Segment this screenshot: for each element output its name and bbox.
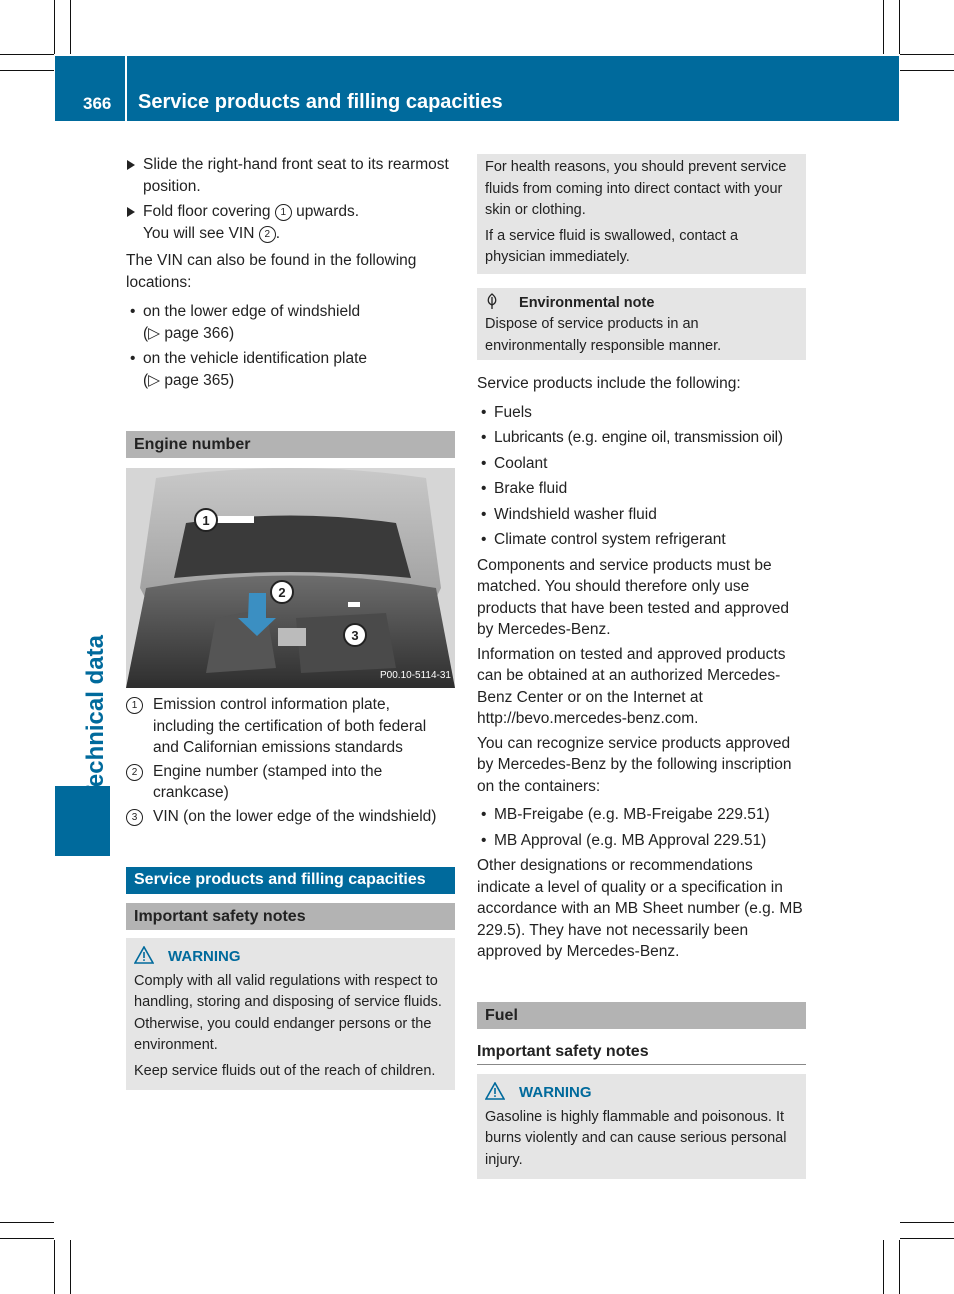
crop-mark — [70, 1240, 71, 1294]
step-text: Slide the right-hand front seat to its rearmost position. — [143, 156, 449, 195]
crop-mark — [0, 1222, 54, 1223]
crop-mark — [0, 70, 54, 71]
page-title: Service products and filling capacities — [138, 91, 503, 113]
health-warning-box — [477, 154, 806, 274]
products-list — [477, 402, 806, 551]
legend-text: Engine number (stamped into the crankcase) — [153, 762, 383, 801]
chapter-label: Technical data — [82, 635, 109, 800]
step-text: Fold floor covering — [143, 203, 271, 220]
environmental-note-title: Environmental note — [519, 294, 655, 311]
svg-text:2: 2 — [278, 585, 286, 600]
page-reference: (▷ page 366) — [143, 324, 235, 342]
environmental-note-box — [477, 288, 806, 361]
list-item-text: on the vehicle identification plate — [143, 350, 368, 367]
products-intro: Service products include the following: — [477, 375, 741, 392]
fuel-safety-heading: Important safety notes — [477, 1041, 806, 1066]
crop-mark — [899, 0, 900, 54]
page-reference: (▷ page 365) — [143, 371, 235, 389]
legend-item — [126, 761, 455, 804]
page-number: 366 — [83, 94, 112, 113]
list-item: • MB Approval (e.g. MB Approval 229.51) — [477, 830, 806, 852]
right-column — [477, 154, 806, 1179]
svg-text:1: 1 — [202, 513, 210, 528]
vin-intro: The VIN can also be found in the following locations: — [126, 252, 417, 291]
callout-1-icon: 1 — [126, 697, 143, 714]
page-header — [55, 56, 899, 121]
legend-item — [126, 694, 455, 759]
warning-text: Keep service fluids out of the reach of children. — [134, 1062, 436, 1079]
crop-mark — [0, 54, 54, 55]
crop-mark — [0, 1238, 54, 1239]
list-item: • MB-Freigabe (e.g. MB-Freigabe 229.51) — [477, 804, 806, 826]
list-item: • Coolant — [477, 453, 806, 475]
legend-text: VIN (on the lower edge of the windshield) — [153, 807, 437, 825]
crop-mark — [900, 1222, 954, 1223]
engine-bay-illustration — [126, 468, 455, 688]
callout-1-icon: 1 — [275, 204, 292, 221]
list-item: • Windshield washer fluid — [477, 504, 806, 526]
warning-triangle-icon — [485, 1082, 505, 1100]
instruction-step: Fold floor covering 1 upwards. You will see VIN 2 . — [126, 201, 455, 244]
environmental-note-text: Dispose of service products in an environmentally responsible manner. — [485, 316, 722, 354]
legend-item — [126, 806, 455, 828]
crop-mark — [70, 0, 71, 54]
fuel-heading: Fuel — [477, 1002, 806, 1029]
instruction-step — [126, 154, 455, 197]
warning-label: WARNING — [519, 1084, 592, 1101]
legend-text: Emission control information plate, including the certification of both federal and Californian emissions standards — [153, 696, 427, 756]
callout-2-icon: 2 — [126, 764, 143, 781]
list-item: • Climate control system refrigerant — [477, 529, 806, 551]
fuel-warning-box — [477, 1074, 806, 1179]
crop-mark — [900, 54, 954, 55]
image-code: P00.10-5114-31 — [380, 669, 451, 681]
list-item: • Fuels — [477, 402, 806, 424]
header-divider — [125, 56, 127, 121]
list-item: • Brake fluid — [477, 478, 806, 500]
engine-number-heading: Engine number — [126, 431, 455, 458]
body-paragraph: Information on tested and approved products can be obtained at an authorized Mercedes-Benz Center or on the Internet at http://bevo.mercedes-benz.com. — [477, 645, 786, 727]
warning-triangle-icon — [134, 946, 154, 964]
crop-mark — [54, 1240, 55, 1294]
warning-text: Comply with all valid regulations with respect to handling, storing and disposing of service fluids. Otherwise, you could endanger persons or the environment. — [134, 972, 442, 1053]
body-paragraph: Components and service products must be matched. You should therefore only use products that have been tested and approved by Mercedes-Benz. — [477, 556, 789, 638]
crop-mark — [899, 1240, 900, 1294]
crop-mark — [900, 70, 954, 71]
warning-text: If a service fluid is swallowed, contact a physician immediately. — [485, 227, 739, 265]
approvals-list — [477, 804, 806, 851]
safety-notes-heading: Important safety notes — [126, 903, 455, 930]
section-heading: Service products and filling capacities — [126, 867, 455, 894]
body-paragraph: Other designations or recommendations indicate a level of quality or a specification in accordance with an MB Sheet number (e.g. MB 229.5). They have not necessarily been approved by Mercedes-Benz. — [477, 857, 803, 960]
warning-text: Gasoline is highly flammable and poisonous. It burns violently and can cause serious personal injury. — [485, 1108, 787, 1168]
step-arrow-icon — [127, 160, 135, 170]
step-result: You will see VIN — [143, 224, 255, 242]
list-item: • Lubricants (e.g. engine oil, transmission oil) — [477, 427, 806, 449]
callout-2-icon: 2 — [259, 226, 276, 243]
list-item — [126, 301, 455, 344]
crop-mark — [883, 0, 884, 54]
svg-text:3: 3 — [351, 628, 359, 643]
warning-box — [126, 938, 455, 1090]
callout-3-icon: 3 — [126, 809, 143, 826]
environment-leaf-icon — [485, 292, 499, 310]
crop-mark — [900, 1238, 954, 1239]
warning-text: For health reasons, you should prevent service fluids from coming into direct contact with your skin or clothing. — [485, 159, 787, 218]
step-arrow-icon — [127, 207, 135, 217]
crop-mark — [883, 1240, 884, 1294]
step-text: upwards. — [296, 203, 360, 220]
body-paragraph: You can recognize service products approved by Mercedes-Benz by the following inscription on the containers: — [477, 734, 792, 795]
engine-bay-image — [126, 468, 455, 688]
left-column — [126, 154, 455, 1090]
list-item — [126, 348, 455, 391]
warning-label: WARNING — [168, 948, 241, 965]
crop-mark — [54, 0, 55, 54]
list-item-text: on the lower edge of windshield — [143, 303, 361, 320]
